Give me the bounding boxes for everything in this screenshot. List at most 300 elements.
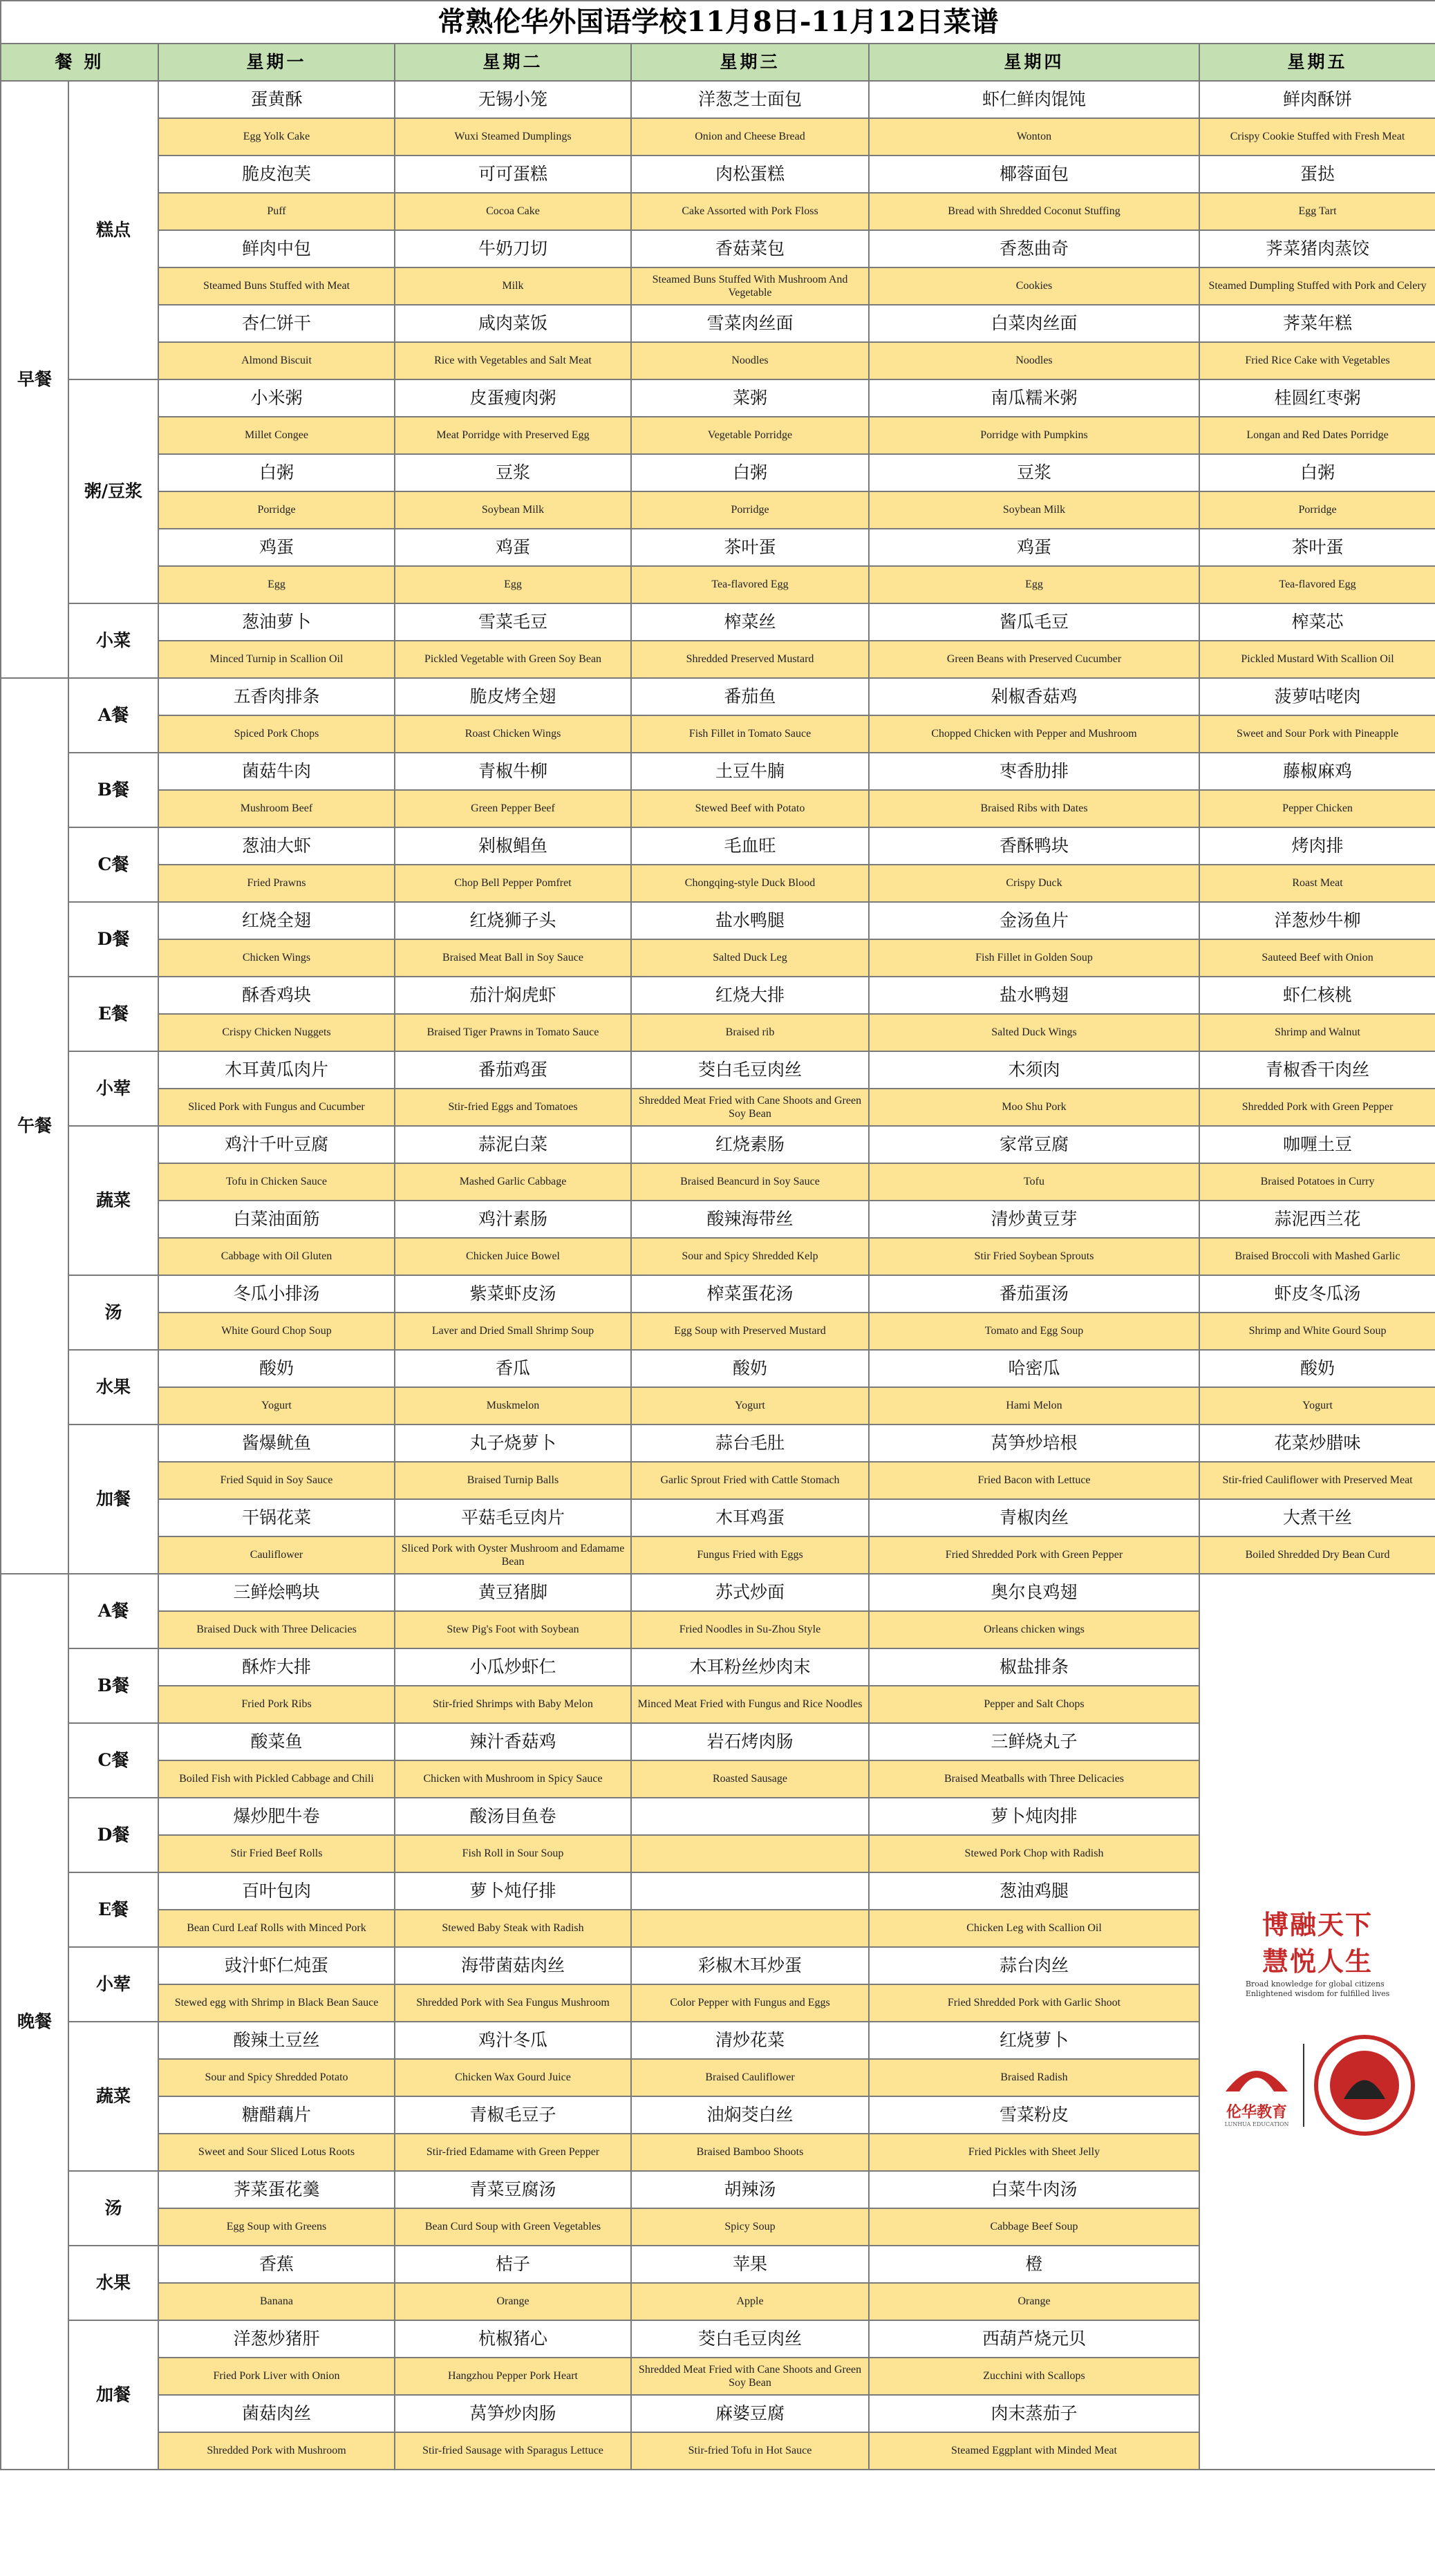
dinner-label: 晚餐 xyxy=(1,1574,68,2470)
dish-english: Millet Congee xyxy=(158,417,395,454)
dish-english: Boiled Shredded Dry Bean Curd xyxy=(1199,1536,1435,1574)
dish-english-row xyxy=(1,1387,1435,1425)
dish-english: Yogurt xyxy=(631,1387,869,1425)
dish-english: Mashed Garlic Cabbage xyxy=(395,1163,631,1201)
dish-name: 雪菜肉丝面 xyxy=(631,305,869,342)
dish-name: 洋葱炒牛柳 xyxy=(1199,902,1435,939)
dish-name: 清炒花菜 xyxy=(631,2022,869,2059)
dish-name: 小瓜炒虾仁 xyxy=(395,1648,631,1686)
dish-name: 菜粥 xyxy=(631,379,869,417)
meal-type-header: 餐 别 xyxy=(1,44,158,81)
dish-row xyxy=(1,753,1435,790)
dish-english xyxy=(631,1835,869,1872)
dish-name: 可可蛋糕 xyxy=(395,156,631,193)
dish-name: 麻婆豆腐 xyxy=(631,2395,869,2432)
dish-name: 青椒毛豆子 xyxy=(395,2096,631,2134)
category-label: 蔬菜 xyxy=(68,2022,158,2171)
dish-english: Shrimp and Walnut xyxy=(1199,1014,1435,1051)
dish-english: Cookies xyxy=(869,267,1199,305)
dish-name: 香酥鸭块 xyxy=(869,827,1199,865)
dish-name: 鸡蛋 xyxy=(395,529,631,566)
dish-name: 木耳粉丝炒肉末 xyxy=(631,1648,869,1686)
dish-english: Minced Turnip in Scallion Oil xyxy=(158,641,395,678)
school-seal-icon xyxy=(1313,2033,1416,2137)
dish-name: 橙 xyxy=(869,2246,1199,2283)
dish-english: Roasted Sausage xyxy=(631,1760,869,1798)
dish-name: 莴笋炒培根 xyxy=(869,1425,1199,1462)
dish-name: 洋葱炒猪肝 xyxy=(158,2320,395,2358)
category-label: 小菜 xyxy=(68,603,158,678)
dish-name: 虾仁鲜肉馄饨 xyxy=(869,81,1199,118)
dish-name: 白粥 xyxy=(158,454,395,491)
dish-name: 肉松蛋糕 xyxy=(631,156,869,193)
dish-english: Rice with Vegetables and Salt Meat xyxy=(395,342,631,379)
dish-english-row xyxy=(1,1014,1435,1051)
dish-name: 剁椒香菇鸡 xyxy=(869,678,1199,715)
category-label: C餐 xyxy=(68,827,158,902)
dish-english: Pickled Mustard With Scallion Oil xyxy=(1199,641,1435,678)
breakfast-label: 早餐 xyxy=(1,81,68,678)
dish-english: Chop Bell Pepper Pomfret xyxy=(395,865,631,902)
dish-english-row xyxy=(1,342,1435,379)
dish-english: Bean Curd Soup with Green Vegetables xyxy=(395,2208,631,2246)
dish-name: 咖喱土豆 xyxy=(1199,1126,1435,1163)
dish-english: Shredded Pork with Sea Fungus Mushroom xyxy=(395,1984,631,2022)
day-header: 星期二 xyxy=(395,44,631,81)
dish-english: Cocoa Cake xyxy=(395,193,631,230)
sail-logo-icon xyxy=(1219,2043,1295,2098)
dish-row xyxy=(1,1275,1435,1313)
dish-english: Longan and Red Dates Porridge xyxy=(1199,417,1435,454)
dish-name: 青椒牛柳 xyxy=(395,753,631,790)
dish-name: 油焖茭白丝 xyxy=(631,2096,869,2134)
dish-name: 白粥 xyxy=(631,454,869,491)
dish-english: Braised Ribs with Dates xyxy=(869,790,1199,827)
dish-name: 萝卜炖肉排 xyxy=(869,1798,1199,1835)
dish-name: 雪菜毛豆 xyxy=(395,603,631,641)
dish-name: 茶叶蛋 xyxy=(1199,529,1435,566)
dish-english: Braised Broccoli with Mashed Garlic xyxy=(1199,1238,1435,1275)
dish-name: 萝卜炖仔排 xyxy=(395,1872,631,1910)
dish-name: 糖醋藕片 xyxy=(158,2096,395,2134)
page-title: 常熟伦华外国语学校11月8日-11月12日菜谱 xyxy=(1,1,1435,44)
category-label: 水果 xyxy=(68,2246,158,2320)
dish-english: Salted Duck Leg xyxy=(631,939,869,977)
dish-english: Cabbage with Oil Gluten xyxy=(158,1238,395,1275)
dish-english: Crispy Cookie Stuffed with Fresh Meat xyxy=(1199,118,1435,156)
dish-english: Steamed Buns Stuffed With Mushroom And Vegetable xyxy=(631,267,869,305)
dish-english: Shredded Preserved Mustard xyxy=(631,641,869,678)
dish-name: 胡辣汤 xyxy=(631,2171,869,2208)
dish-english: Noodles xyxy=(631,342,869,379)
dish-english: Chicken Wax Gourd Juice xyxy=(395,2059,631,2096)
dish-english: Wonton xyxy=(869,118,1199,156)
dish-english: Yogurt xyxy=(1199,1387,1435,1425)
dish-english: Tofu in Chicken Sauce xyxy=(158,1163,395,1201)
dish-name: 菌菇牛肉 xyxy=(158,753,395,790)
dish-english: Fried Noodles in Su-Zhou Style xyxy=(631,1611,869,1648)
dish-name: 清炒黄豆芽 xyxy=(869,1201,1199,1238)
dish-name: 木耳鸡蛋 xyxy=(631,1499,869,1536)
dish-english: Noodles xyxy=(869,342,1199,379)
dish-english: Apple xyxy=(631,2283,869,2320)
dish-english: Braised Beancurd in Soy Sauce xyxy=(631,1163,869,1201)
dish-name: 大煮干丝 xyxy=(1199,1499,1435,1536)
dish-english: Chicken Juice Bowel xyxy=(395,1238,631,1275)
dish-row xyxy=(1,1051,1435,1089)
dish-name: 虾仁核桃 xyxy=(1199,977,1435,1014)
dish-name: 桂圆红枣粥 xyxy=(1199,379,1435,417)
dish-english: Fried Bacon with Lettuce xyxy=(869,1462,1199,1499)
dish-row xyxy=(1,454,1435,491)
logo-row xyxy=(1219,2033,1416,2137)
dish-name: 香葱曲奇 xyxy=(869,230,1199,267)
dish-english: Braised rib xyxy=(631,1014,869,1051)
dish-english: Roast Chicken Wings xyxy=(395,715,631,753)
dish-name: 红烧素肠 xyxy=(631,1126,869,1163)
dish-english: Braised Turnip Balls xyxy=(395,1462,631,1499)
title-row xyxy=(1,1,1435,44)
dish-name: 剁椒鲳鱼 xyxy=(395,827,631,865)
dish-name: 毛血旺 xyxy=(631,827,869,865)
dish-name: 家常豆腐 xyxy=(869,1126,1199,1163)
dish-name: 酸汤目鱼卷 xyxy=(395,1798,631,1835)
dish-english: Tofu xyxy=(869,1163,1199,1201)
dish-row xyxy=(1,156,1435,193)
category-label: 水果 xyxy=(68,1350,158,1425)
dish-name: 鸡蛋 xyxy=(869,529,1199,566)
dish-english: Braised Meat Ball in Soy Sauce xyxy=(395,939,631,977)
dish-english: Chicken with Mushroom in Spicy Sauce xyxy=(395,1760,631,1798)
dish-name: 土豆牛腩 xyxy=(631,753,869,790)
dish-english-row xyxy=(1,267,1435,305)
dish-name: 豉汁虾仁炖蛋 xyxy=(158,1947,395,1984)
dish-name: 豆浆 xyxy=(869,454,1199,491)
dish-english: Braised Radish xyxy=(869,2059,1199,2096)
branding-cell xyxy=(1199,1574,1435,2470)
dish-english: Shredded Pork with Mushroom xyxy=(158,2432,395,2470)
dish-row xyxy=(1,81,1435,118)
dish-english: Color Pepper with Fungus and Eggs xyxy=(631,1984,869,2022)
dish-name: 紫菜虾皮汤 xyxy=(395,1275,631,1313)
dish-english: Fried Pork Liver with Onion xyxy=(158,2358,395,2395)
dish-name: 白菜油面筋 xyxy=(158,1201,395,1238)
dish-english: Onion and Cheese Bread xyxy=(631,118,869,156)
dish-english: Fried Pickles with Sheet Jelly xyxy=(869,2134,1199,2171)
dish-english: Braised Duck with Three Delicacies xyxy=(158,1611,395,1648)
dish-english-row xyxy=(1,193,1435,230)
dish-english: Meat Porridge with Preserved Egg xyxy=(395,417,631,454)
dish-english: Porridge with Pumpkins xyxy=(869,417,1199,454)
dish-english: Puff xyxy=(158,193,395,230)
dish-name: 哈密瓜 xyxy=(869,1350,1199,1387)
dish-english: Muskmelon xyxy=(395,1387,631,1425)
dish-name: 盐水鸭腿 xyxy=(631,902,869,939)
dish-english: Shredded Meat Fried with Cane Shoots and Green Soy Bean xyxy=(631,1089,869,1126)
dish-english xyxy=(631,1910,869,1947)
dish-name: 茄汁焖虎虾 xyxy=(395,977,631,1014)
dish-english: Porridge xyxy=(631,491,869,529)
dish-english: Green Pepper Beef xyxy=(395,790,631,827)
dish-english: Braised Bamboo Shoots xyxy=(631,2134,869,2171)
dish-english: Cauliflower xyxy=(158,1536,395,1574)
dish-name: 椒盐排条 xyxy=(869,1648,1199,1686)
dish-name: 酸菜鱼 xyxy=(158,1723,395,1760)
dish-english: Fish Roll in Sour Soup xyxy=(395,1835,631,1872)
category-label: 汤 xyxy=(68,2171,158,2246)
dish-english: Fried Pork Ribs xyxy=(158,1686,395,1723)
dish-row xyxy=(1,603,1435,641)
dish-name: 蒜泥西兰花 xyxy=(1199,1201,1435,1238)
dish-name: 榨菜丝 xyxy=(631,603,869,641)
dish-name: 蒜泥白菜 xyxy=(395,1126,631,1163)
dish-name: 木耳黄瓜肉片 xyxy=(158,1051,395,1089)
dish-name: 藤椒麻鸡 xyxy=(1199,753,1435,790)
dish-english: Green Beans with Preserved Cucumber xyxy=(869,641,1199,678)
dish-row xyxy=(1,977,1435,1014)
dish-english: Fried Rice Cake with Vegetables xyxy=(1199,342,1435,379)
dish-english: Yogurt xyxy=(158,1387,395,1425)
dish-name: 洋葱芝士面包 xyxy=(631,81,869,118)
dish-row xyxy=(1,1126,1435,1163)
category-label: 加餐 xyxy=(68,1425,158,1574)
dish-name: 荠菜年糕 xyxy=(1199,305,1435,342)
dish-name: 杏仁饼干 xyxy=(158,305,395,342)
dish-name: 青椒肉丝 xyxy=(869,1499,1199,1536)
dish-english: Banana xyxy=(158,2283,395,2320)
category-label: 糕点 xyxy=(68,81,158,379)
dish-english: Egg Soup with Preserved Mustard xyxy=(631,1313,869,1350)
dish-name: 黄豆猪脚 xyxy=(395,1574,631,1611)
dish-name: 花菜炒腊味 xyxy=(1199,1425,1435,1462)
dish-name: 豆浆 xyxy=(395,454,631,491)
dish-row xyxy=(1,1425,1435,1462)
dish-name xyxy=(631,1872,869,1910)
dish-english: Bean Curd Leaf Rolls with Minced Pork xyxy=(158,1910,395,1947)
category-label: C餐 xyxy=(68,1723,158,1798)
dish-english: Shrimp and White Gourd Soup xyxy=(1199,1313,1435,1350)
dish-english: Sweet and Sour Sliced Lotus Roots xyxy=(158,2134,395,2171)
dish-name: 盐水鸭翅 xyxy=(869,977,1199,1014)
dish-name: 百叶包肉 xyxy=(158,1872,395,1910)
dish-name: 苏式炒面 xyxy=(631,1574,869,1611)
dish-english-row xyxy=(1,790,1435,827)
dish-english: Shredded Pork with Green Pepper xyxy=(1199,1089,1435,1126)
dish-english: Porridge xyxy=(1199,491,1435,529)
dish-row xyxy=(1,305,1435,342)
dish-name: 脆皮泡芙 xyxy=(158,156,395,193)
dish-english-row xyxy=(1,491,1435,529)
dish-name: 青菜豆腐汤 xyxy=(395,2171,631,2208)
dish-name: 五香肉排条 xyxy=(158,678,395,715)
day-header: 星期五 xyxy=(1199,44,1435,81)
dish-name: 鲜肉酥饼 xyxy=(1199,81,1435,118)
dish-name: 蛋黄酥 xyxy=(158,81,395,118)
dish-english: Orange xyxy=(395,2283,631,2320)
dish-name: 菌菇肉丝 xyxy=(158,2395,395,2432)
dish-english: Sliced Pork with Fungus and Cucumber xyxy=(158,1089,395,1126)
dish-name: 鲜肉中包 xyxy=(158,230,395,267)
dish-english-row xyxy=(1,118,1435,156)
header-row xyxy=(1,44,1435,81)
dish-english: Stir-fried Eggs and Tomatoes xyxy=(395,1089,631,1126)
dish-english: Stir-fried Sausage with Sparagus Lettuce xyxy=(395,2432,631,2470)
dish-name: 荠菜蛋花羹 xyxy=(158,2171,395,2208)
dish-name: 咸肉菜饭 xyxy=(395,305,631,342)
lunch-label: 午餐 xyxy=(1,678,68,1574)
dish-name: 白菜牛肉汤 xyxy=(869,2171,1199,2208)
dish-english: Fried Squid in Soy Sauce xyxy=(158,1462,395,1499)
dish-english: Moo Shu Pork xyxy=(869,1089,1199,1126)
dish-name: 三鲜烩鸭块 xyxy=(158,1574,395,1611)
dish-name: 酥炸大排 xyxy=(158,1648,395,1686)
dish-english: Laver and Dried Small Shrimp Soup xyxy=(395,1313,631,1350)
dish-name: 蛋挞 xyxy=(1199,156,1435,193)
dish-name xyxy=(631,1798,869,1835)
dish-name: 桔子 xyxy=(395,2246,631,2283)
dish-name: 酸辣海带丝 xyxy=(631,1201,869,1238)
dish-name: 酸奶 xyxy=(1199,1350,1435,1387)
category-label: 小荤 xyxy=(68,1051,158,1126)
dish-row xyxy=(1,1350,1435,1387)
dish-english-row xyxy=(1,417,1435,454)
category-label: B餐 xyxy=(68,753,158,827)
dish-name: 海带菌菇肉丝 xyxy=(395,1947,631,1984)
dish-english-row xyxy=(1,566,1435,603)
dish-english: Chicken Wings xyxy=(158,939,395,977)
dish-english: Sauteed Beef with Onion xyxy=(1199,939,1435,977)
dish-name: 酸奶 xyxy=(631,1350,869,1387)
dish-english: Zucchini with Scallops xyxy=(869,2358,1199,2395)
dish-name: 皮蛋瘦肉粥 xyxy=(395,379,631,417)
dish-name: 西葫芦烧元贝 xyxy=(869,2320,1199,2358)
category-label: A餐 xyxy=(68,678,158,753)
dish-name: 辣汁香菇鸡 xyxy=(395,1723,631,1760)
dish-english: Orange xyxy=(869,2283,1199,2320)
dish-row xyxy=(1,1499,1435,1536)
motto-english: Broad knowledge for global citizens Enlightened wisdom for fulfilled lives xyxy=(1245,1979,1390,1999)
dish-english: Boiled Fish with Pickled Cabbage and Chili xyxy=(158,1760,395,1798)
dish-name: 岩石烤肉肠 xyxy=(631,1723,869,1760)
dish-name: 鸡汁千叶豆腐 xyxy=(158,1126,395,1163)
dish-english: Stir Fried Soybean Sprouts xyxy=(869,1238,1199,1275)
branding-block xyxy=(1204,1906,1431,2138)
dish-english: Stewed Beef with Potato xyxy=(631,790,869,827)
dish-english: Stir-fried Tofu in Hot Sauce xyxy=(631,2432,869,2470)
dish-english: Stir-fried Edamame with Green Pepper xyxy=(395,2134,631,2171)
dish-english: Pepper and Salt Chops xyxy=(869,1686,1199,1723)
dish-name: 平菇毛豆肉片 xyxy=(395,1499,631,1536)
dish-english: Braised Meatballs with Three Delicacies xyxy=(869,1760,1199,1798)
dish-english: Steamed Buns Stuffed with Meat xyxy=(158,267,395,305)
dish-english: Fish Fillet in Golden Soup xyxy=(869,939,1199,977)
dish-name: 枣香肋排 xyxy=(869,753,1199,790)
dish-name: 干锅花菜 xyxy=(158,1499,395,1536)
dish-name: 青椒香干肉丝 xyxy=(1199,1051,1435,1089)
dish-name: 榨菜芯 xyxy=(1199,603,1435,641)
dish-name: 茭白毛豆肉丝 xyxy=(631,2320,869,2358)
dish-name: 蒜台毛肚 xyxy=(631,1425,869,1462)
dish-english: Egg Yolk Cake xyxy=(158,118,395,156)
dish-name: 番茄蛋汤 xyxy=(869,1275,1199,1313)
dish-english: Roast Meat xyxy=(1199,865,1435,902)
category-label: 小荤 xyxy=(68,1947,158,2022)
dish-english: Egg xyxy=(395,566,631,603)
category-label: 加餐 xyxy=(68,2320,158,2470)
dish-english-row xyxy=(1,1313,1435,1350)
dish-english: Bread with Shredded Coconut Stuffing xyxy=(869,193,1199,230)
dish-english: Minced Meat Fried with Fungus and Rice Noodles xyxy=(631,1686,869,1723)
dish-english: Stir Fried Beef Rolls xyxy=(158,1835,395,1872)
dish-name: 金汤鱼片 xyxy=(869,902,1199,939)
dish-row xyxy=(1,230,1435,267)
dish-english-row xyxy=(1,1536,1435,1574)
dish-english: Spiced Pork Chops xyxy=(158,715,395,753)
dish-name: 红烧大排 xyxy=(631,977,869,1014)
dish-english-row xyxy=(1,1238,1435,1275)
dish-row xyxy=(1,529,1435,566)
dish-name: 蒜台肉丝 xyxy=(869,1947,1199,1984)
dish-english: Almond Biscuit xyxy=(158,342,395,379)
dish-english: Egg Tart xyxy=(1199,193,1435,230)
dish-english: White Gourd Chop Soup xyxy=(158,1313,395,1350)
dish-name: 酸奶 xyxy=(158,1350,395,1387)
category-label: E餐 xyxy=(68,1872,158,1947)
dish-english: Egg xyxy=(158,566,395,603)
dish-english: Braised Potatoes in Curry xyxy=(1199,1163,1435,1201)
dish-english: Pepper Chicken xyxy=(1199,790,1435,827)
dish-english: Salted Duck Wings xyxy=(869,1014,1199,1051)
dish-english-row xyxy=(1,1163,1435,1201)
dish-name: 鸡蛋 xyxy=(158,529,395,566)
dish-english: Porridge xyxy=(158,491,395,529)
dish-name: 红烧萝卜 xyxy=(869,2022,1199,2059)
dish-name: 榨菜蛋花汤 xyxy=(631,1275,869,1313)
dish-english: Fried Prawns xyxy=(158,865,395,902)
dish-name: 无锡小笼 xyxy=(395,81,631,118)
dish-english: Stewed Pork Chop with Radish xyxy=(869,1835,1199,1872)
dish-english: Stewed egg with Shrimp in Black Bean Sauce xyxy=(158,1984,395,2022)
dish-english-row xyxy=(1,1462,1435,1499)
motto-chinese: 博融天下 慧悦人生 xyxy=(1262,1908,1373,1977)
dish-name: 牛奶刀切 xyxy=(395,230,631,267)
dish-name: 荠菜猪肉蒸饺 xyxy=(1199,230,1435,267)
dish-name: 鸡汁冬瓜 xyxy=(395,2022,631,2059)
dish-name: 葱油大虾 xyxy=(158,827,395,865)
dish-english: Braised Cauliflower xyxy=(631,2059,869,2096)
dish-english: Vegetable Porridge xyxy=(631,417,869,454)
dish-english: Chongqing-style Duck Blood xyxy=(631,865,869,902)
dish-english: Cabbage Beef Soup xyxy=(869,2208,1199,2246)
dish-name: 爆炒肥牛卷 xyxy=(158,1798,395,1835)
dish-name: 菠萝咕咾肉 xyxy=(1199,678,1435,715)
dish-name: 香瓜 xyxy=(395,1350,631,1387)
dish-english: Steamed Eggplant with Minded Meat xyxy=(869,2432,1199,2470)
dish-english: Cake Assorted with Pork Floss xyxy=(631,193,869,230)
dish-name: 香菇菜包 xyxy=(631,230,869,267)
dish-english: Stewed Baby Steak with Radish xyxy=(395,1910,631,1947)
dish-name: 莴笋炒肉肠 xyxy=(395,2395,631,2432)
dish-english: Pickled Vegetable with Green Soy Bean xyxy=(395,641,631,678)
dish-english-row xyxy=(1,865,1435,902)
dish-english: Fried Shredded Pork with Green Pepper xyxy=(869,1536,1199,1574)
dish-name: 雪菜粉皮 xyxy=(869,2096,1199,2134)
dish-english: Tea-flavored Egg xyxy=(1199,566,1435,603)
dish-row xyxy=(1,1574,1435,1611)
dish-name: 奥尔良鸡翅 xyxy=(869,1574,1199,1611)
dish-name: 肉末蒸茄子 xyxy=(869,2395,1199,2432)
dish-english: Wuxi Steamed Dumplings xyxy=(395,118,631,156)
